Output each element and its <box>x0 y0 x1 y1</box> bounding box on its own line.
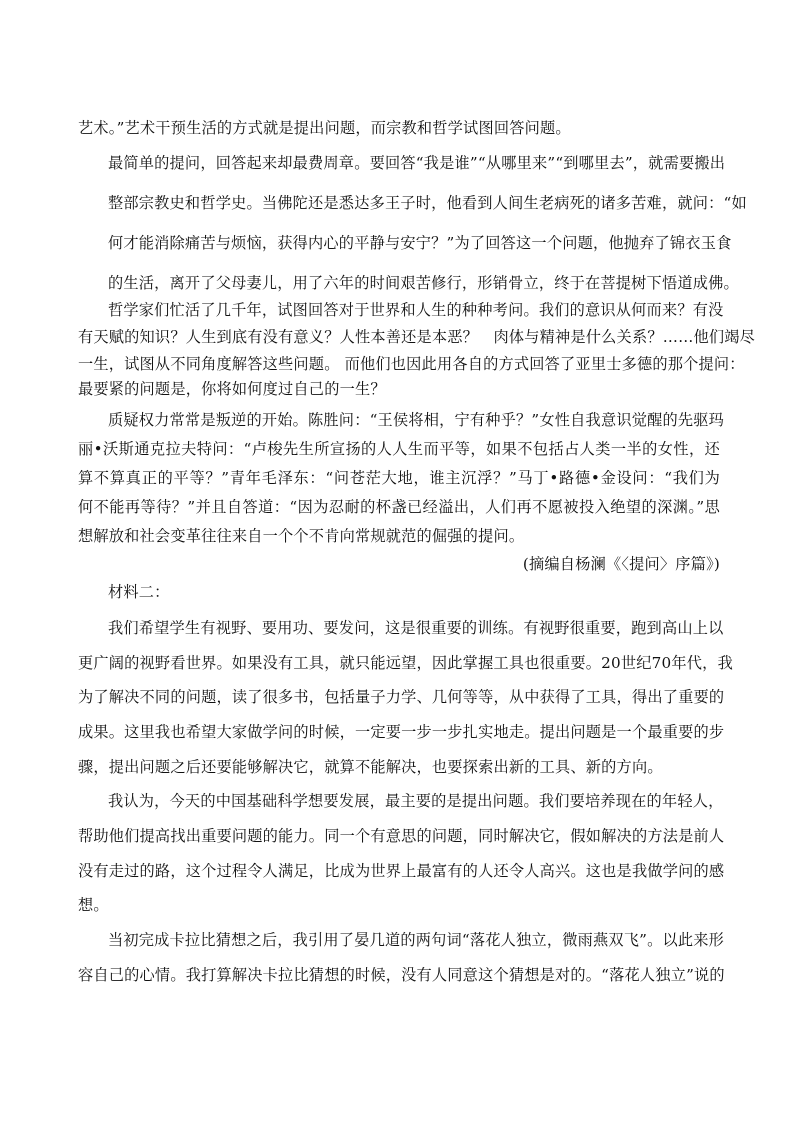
text-line: 我们希望学生有视野、要用功、要发问，这是很重要的训练。有视野很重要，跑到高山上以 <box>108 619 724 637</box>
text-line: 容自己的心情。我打算解决卡拉比猜想的时候，没有人同意这个猜想是对的。“落花人独立”说的 <box>78 966 725 984</box>
text-line: 最简单的提问，回答起来却最费周章。要回答“我是谁”“从哪里来”“到哪里去”，就需要搬出 <box>108 154 726 172</box>
text-line: 没有走过的路，这个过程令人满足，比成为世界上最富有的人还令人高兴。这也是我做学问的感 <box>78 862 725 880</box>
text-line: 艺术。”艺术干预生活的方式就是提出问题，而宗教和哲学试图回答问题。 <box>78 119 571 137</box>
text-line: 想解放和社会变革往往来自一个个不肯向常规就范的倔强的提问。 <box>78 527 525 545</box>
text-line: 的生活，离开了父母妻儿，用了六年的时间艰苦修行，形销骨立，终于在菩提树下悟道成佛。 <box>108 274 739 292</box>
text-line: 为了解决不同的问题，读了很多书，包括量子力学、几何等等，从中获得了工具，得出了重要的 <box>78 688 725 706</box>
text-line: 哲学家们忙活了几千年，试图回答对于世界和人生的种种考问。我们的意识从何而来？有没 <box>108 301 724 319</box>
text-line: 想。 <box>78 896 109 914</box>
text-line: 更广阔的视野看世界。如果没有工具，就只能远望，因此掌握工具也很重要。20世纪70年代，我 <box>78 654 733 672</box>
text-line: 质疑权力常常是叛逆的开始。陈胜问：“王侯将相，宁有种乎？”女性自我意识觉醒的先驱玛 <box>108 411 725 429</box>
text-line: 帮助他们提高找出重要问题的能力。同一个有意思的问题，同时解决它，假如解决的方法是前人 <box>78 827 725 845</box>
source-citation: (摘编自杨澜《〈提问〉序篇》) <box>522 555 720 573</box>
text-line: 最要紧的问题是，你将如何度过自己的一生？ <box>78 380 386 398</box>
text-line: 有天赋的知识？人生到底有没有意义？人性本善还是本恶？ 肉体与精神是什么关系？……他们竭尽 <box>78 328 756 346</box>
text-line: 丽•沃斯通克拉夫特问：“卢梭先生所宣扬的人人生而平等，如果不包括占人类一半的女性，还 <box>78 440 720 458</box>
text-line: 成果。这里我也希望大家做学问的时候，一定要一步一步扎实地走。提出问题是一个最重要的步 <box>78 723 725 741</box>
section-heading: 材料二： <box>108 583 170 601</box>
text-line: 整部宗教史和哲学史。当佛陀还是悉达多王子时，他看到人间生老病死的诸多苦难，就问：“如 <box>108 194 747 212</box>
text-line: 算不算真正的平等？”青年毛泽东：“问苍茫大地，谁主沉浮？”马丁•路德•金设问：“我们为 <box>78 469 720 487</box>
text-line: 何才能消除痛苦与烦恼，获得内心的平静与安宁？”为了回答这一个问题，他抛弃了锦衣玉食 <box>108 234 732 252</box>
text-line: 一生，试图从不同角度解答这些问题。 而他们也因此用各自的方式回答了亚里士多德的那个提问： <box>78 355 745 373</box>
text-line: 当初完成卡拉比猜想之后，我引用了晏几道的两句词“落花人独立，微雨燕双飞”。以此来形 <box>108 931 725 949</box>
text-line: 我认为，今天的中国基础科学想要发展，最主要的是提出问题。我们要培养现在的年轻人， <box>108 792 724 810</box>
text-line: 何不能再等待？”并且自答道：“因为忍耐的杯盏已经溢出，人们再不愿被投入绝望的深渊。”思 <box>78 498 720 516</box>
text-line: 骤，提出问题之后还要能够解决它，就算不能解决，也要探索出新的工具、新的方向。 <box>78 758 663 776</box>
